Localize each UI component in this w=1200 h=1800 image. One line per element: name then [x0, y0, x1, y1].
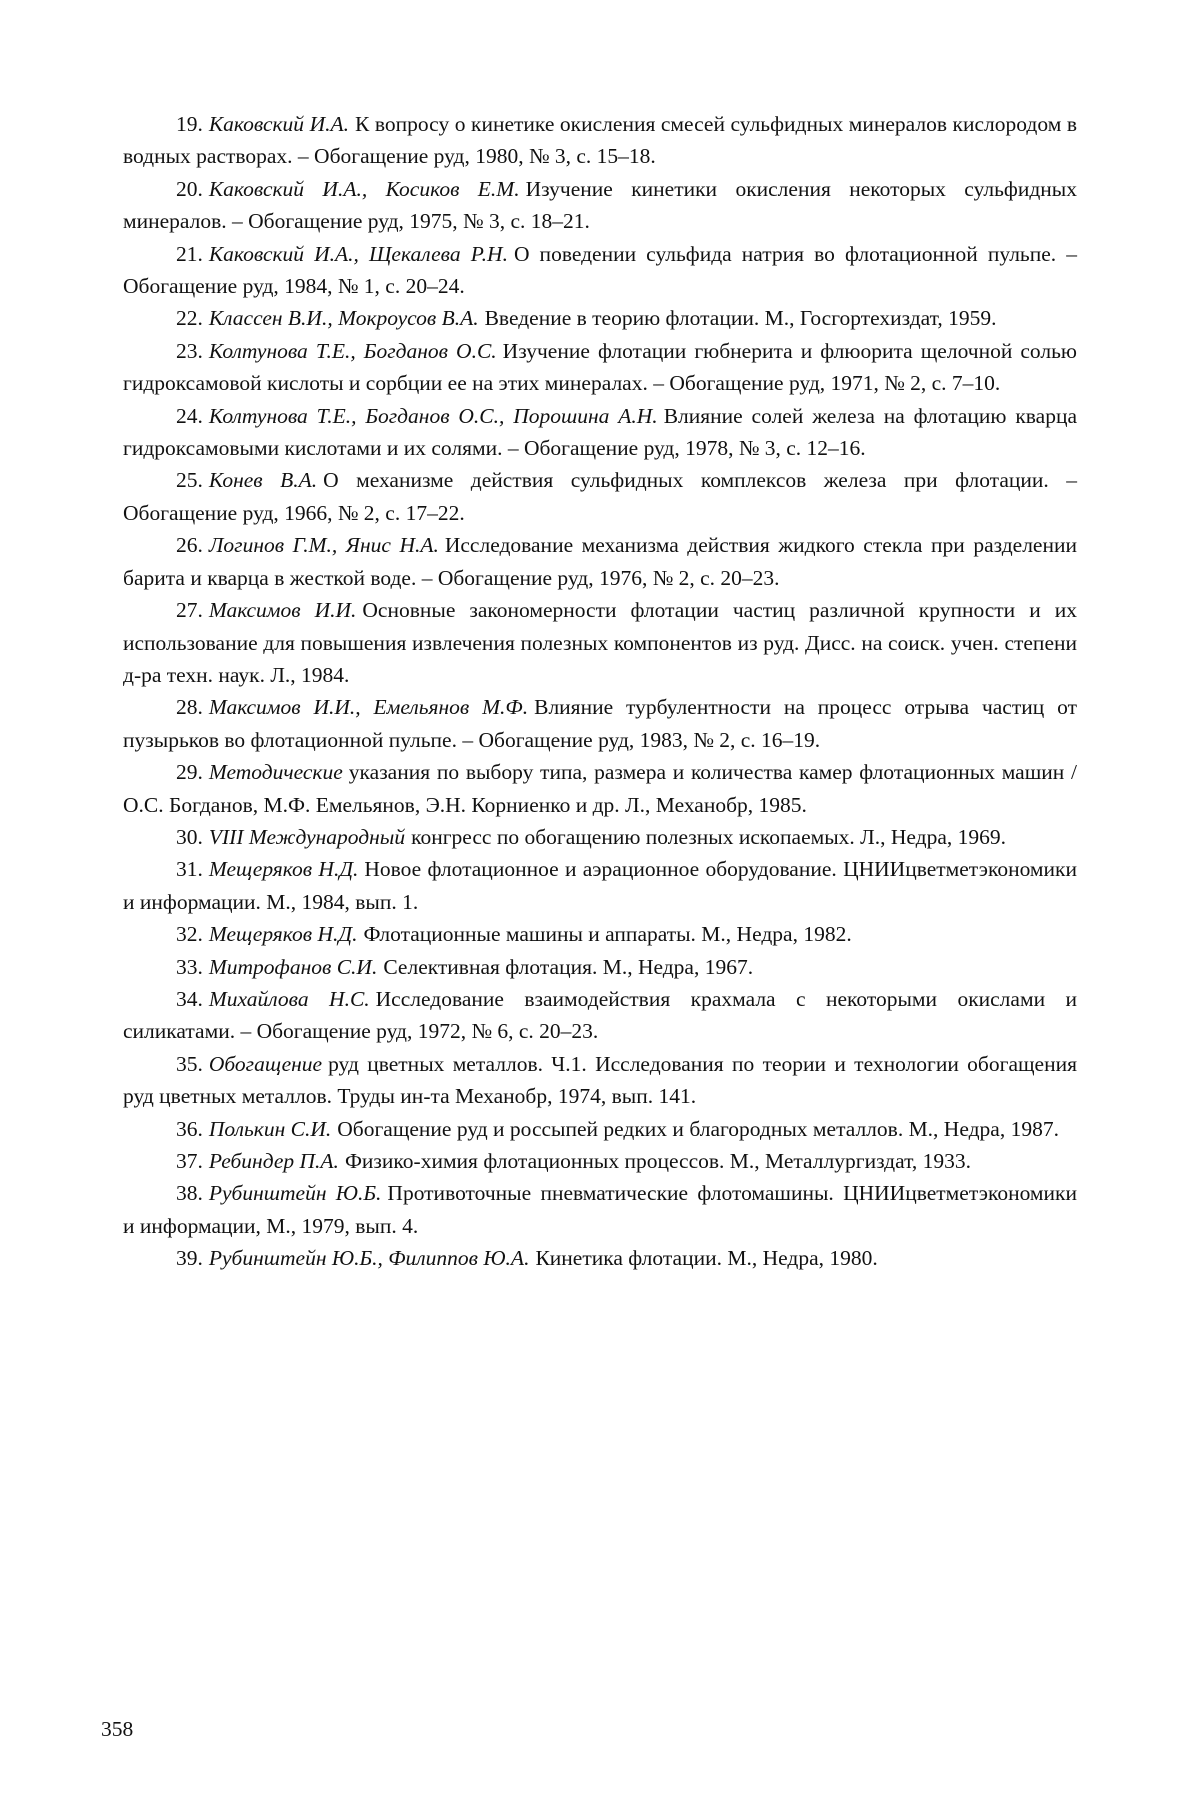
reference-number: 33.: [176, 954, 203, 979]
reference-item: [123, 173, 1077, 238]
reference-item: [123, 756, 1077, 821]
reference-item: [123, 1242, 1077, 1274]
reference-item: [123, 1048, 1077, 1113]
reference-item: [123, 853, 1077, 918]
reference-number: 19.: [176, 112, 203, 136]
reference-number: 21.: [176, 241, 203, 266]
reference-item: [123, 1177, 1077, 1242]
reference-number: 27.: [176, 598, 203, 623]
reference-authors: Максимов И.И.: [208, 598, 357, 623]
reference-text: Изучение кинетики окисления некоторых сульфидных минералов. – Обогащение руд, 1975, № 3, с. 18–21.: [123, 176, 1077, 234]
reference-item: [123, 951, 1077, 983]
reference-authors: Михайлова Н.С.: [208, 986, 370, 1011]
reference-authors: Полькин С.И.: [208, 1116, 332, 1141]
reference-text: К вопросу о кинетике окисления смесей сульфидных минералов кислородом в водных растворах. – Обогащение руд, 1980, № 3, с. 15–18.: [123, 112, 1077, 169]
reference-number: 38.: [176, 1181, 203, 1206]
reference-number: 32.: [176, 922, 203, 947]
reference-text: указания по выбору типа, размера и количества камер флотационных машин /О.С. Богданов, М.Ф. Емельянов, Э.Н. Корниенко и др. Л., Механобр, 1985.: [123, 760, 1077, 817]
reference-item: [123, 983, 1077, 1048]
reference-text: Основные закономерности флотации частиц различной крупности и их использование для повышения извлечения полезных компонентов из руд. Дисс. на соиск. учен. степени д-ра техн. наук. Л., 1984.: [123, 598, 1077, 687]
reference-number: 37.: [176, 1149, 203, 1173]
page-number: 358: [101, 1717, 134, 1741]
reference-item: [123, 529, 1077, 594]
reference-number: 25.: [176, 468, 203, 493]
reference-text: Влияние турбулентности на процесс отрыва частиц от пузырьков во флотационной пульпе. – Обогащение руд, 1983, № 2, с. 16–19.: [123, 695, 1077, 752]
reference-text: Новое флотационное и аэрационное оборудование. ЦНИИцветметэкономики и информации. М., 1984, вып. 1.: [123, 857, 1077, 914]
reference-number: 36.: [176, 1116, 203, 1141]
reference-list: [123, 108, 1077, 1275]
reference-authors: VIII Международный: [208, 824, 406, 849]
reference-authors: Ребиндер П.А.: [208, 1149, 339, 1173]
reference-item: [123, 691, 1077, 756]
reference-text: Введение в теорию флотации. М., Госгортехиздат, 1959.: [484, 306, 997, 331]
reference-authors: Каковский И.А., Щекалева Р.Н.: [208, 241, 508, 266]
reference-item: [123, 108, 1077, 173]
reference-authors: Каковский И.А., Косиков Е.М.: [208, 176, 520, 201]
reference-authors: Обогащение: [208, 1051, 323, 1076]
reference-text: О поведении сульфида натрия во флотационной пульпе. – Обогащение руд, 1984, № 1, с. 20–24.: [123, 241, 1077, 299]
reference-item: [123, 1145, 1077, 1177]
reference-text: Физико-химия флотационных процессов. М., Металлургиздат, 1933.: [344, 1149, 972, 1173]
reference-authors: Конев В.А.: [208, 468, 318, 493]
reference-authors: Мещеряков Н.Д.: [208, 857, 359, 882]
reference-text: руд цветных металлов. Ч.1. Исследования по теории и технологии обогащения руд цветных металлов. Труды ин-та Механобр, 1974, вып. 141.: [123, 1051, 1077, 1109]
reference-text: Изучение флотации гюбнерита и флюорита щелочной солью гидроксамовой кислоты и сорбции ее на этих минералах. – Обогащение руд, 1971, № 2, с. 7–10.: [123, 338, 1077, 396]
reference-text: Селективная флотация. М., Недра, 1967.: [383, 954, 754, 979]
reference-text: конгресс по обогащению полезных ископаемых. Л., Недра, 1969.: [411, 824, 1007, 849]
reference-number: 22.: [176, 306, 203, 331]
reference-authors: Классен В.И., Мокроусов В.А.: [208, 306, 479, 331]
reference-text: Обогащение руд и россыпей редких и благородных металлов. М., Недра, 1987.: [337, 1116, 1059, 1141]
reference-authors: Рубинштейн Ю.Б.: [208, 1181, 382, 1206]
reference-authors: Колтунова Т.Е., Богданов О.С., Порошина А.Н.: [208, 403, 658, 428]
reference-item: [123, 302, 1077, 334]
reference-number: 34.: [176, 986, 203, 1011]
reference-text: Влияние солей железа на флотацию кварца гидроксамовыми кислотами и их солями. – Обогащение руд, 1978, № 3, с. 12–16.: [123, 403, 1077, 461]
reference-item: [123, 400, 1077, 465]
reference-authors: Логинов Г.М., Янис Н.А.: [208, 533, 439, 558]
reference-authors: Митрофанов С.И.: [208, 954, 378, 979]
reference-authors: Рубинштейн Ю.Б., Филиппов Ю.А.: [208, 1246, 530, 1271]
reference-number: 24.: [176, 403, 203, 428]
reference-authors: Каковский И.А.: [208, 112, 349, 136]
reference-text: Противоточные пневматические флотомашины. ЦНИИцветметэкономики и информации, М., 1979, вып. 4.: [123, 1181, 1077, 1238]
reference-number: 39.: [176, 1246, 203, 1271]
reference-text: Исследование механизма действия жидкого стекла при разделении барита и кварца в жесткой воде. – Обогащение руд, 1976, № 2, с. 20–23.: [123, 533, 1077, 590]
reference-number: 23.: [176, 338, 203, 363]
reference-number: 31.: [176, 857, 203, 882]
reference-item: [123, 335, 1077, 400]
reference-item: [123, 464, 1077, 529]
reference-authors: Методические: [208, 760, 343, 785]
reference-text: Флотационные машины и аппараты. М., Недра, 1982.: [363, 922, 852, 947]
reference-item: [123, 918, 1077, 950]
reference-item: [123, 821, 1077, 853]
reference-number: 35.: [176, 1051, 203, 1076]
reference-item: [123, 594, 1077, 691]
reference-number: 28.: [176, 695, 203, 720]
reference-item: [123, 1113, 1077, 1145]
reference-number: 29.: [176, 760, 203, 785]
reference-number: 30.: [176, 824, 203, 849]
reference-item: [123, 238, 1077, 303]
reference-authors: Максимов И.И., Емельянов М.Ф.: [208, 695, 529, 720]
reference-text: О механизме действия сульфидных комплексов железа при флотации. – Обогащение руд, 1966, № 2, с. 17–22.: [123, 468, 1077, 525]
reference-number: 26.: [176, 533, 203, 558]
reference-authors: Колтунова Т.Е., Богданов О.С.: [208, 338, 497, 363]
reference-authors: Мещеряков Н.Д.: [208, 922, 358, 947]
reference-number: 20.: [176, 176, 203, 201]
reference-text: Исследование взаимодействия крахмала с некоторыми окислами и силикатами. – Обогащение руд, 1972, № 6, с. 20–23.: [123, 986, 1077, 1044]
reference-text: Кинетика флотации. М., Недра, 1980.: [535, 1246, 878, 1271]
